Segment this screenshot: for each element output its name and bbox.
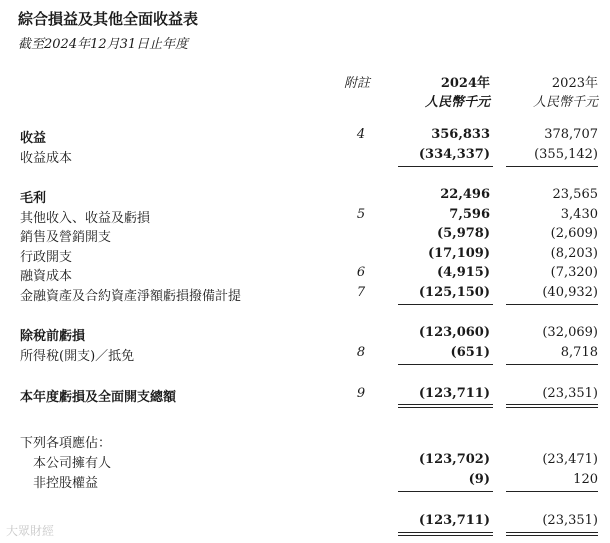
row-value-2024: (123,060) (418, 325, 490, 340)
row-note: 8 (356, 345, 366, 360)
row-label: 收益 (20, 131, 47, 146)
unit-2024-header: 人民幣千元 (424, 95, 490, 110)
total-rule (398, 404, 493, 405)
row-value-2023: 120 (573, 472, 598, 487)
statement-subtitle: 截至2024年12月31日止年度 (18, 37, 189, 52)
row-value-2023: (40,932) (542, 285, 598, 300)
total-rule (398, 535, 493, 536)
unit-2023-header: 人民幣千元 (532, 95, 598, 110)
row-value-2024: (4,915) (436, 265, 490, 280)
row-label: 下列各項應佔： (20, 436, 112, 451)
row-note: 4 (356, 127, 366, 142)
row-value-2024: (9) (468, 472, 490, 487)
row-label: 除稅前虧損 (20, 329, 86, 344)
row-value-2024: 356,833 (431, 127, 490, 142)
row-label: 收益成本 (20, 151, 73, 166)
row-label: 本年度虧損及全面開支總額 (20, 390, 177, 405)
row-value-2024: (17,109) (427, 246, 490, 261)
row-value-2023: 378,707 (544, 127, 598, 142)
row-value-2024: 22,496 (440, 187, 490, 202)
subtotal-rule (506, 304, 598, 305)
total-rule (506, 532, 598, 533)
row-value-2023: (355,142) (534, 147, 598, 162)
row-value-2023: 3,430 (560, 207, 598, 222)
subtotal-rule (506, 166, 598, 167)
row-label: 融資成本 (20, 269, 73, 284)
row-label: 金融資產及合約資產淨額虧損撥備計提 (20, 289, 242, 304)
row-value-2024: (125,150) (418, 285, 490, 300)
row-value-2023: (7,320) (550, 265, 598, 280)
row-value-2024: (123,711) (418, 513, 490, 528)
row-value-2023: (8,203) (550, 246, 598, 261)
watermark: 大眾財經 (6, 524, 55, 538)
statement-title: 綜合損益及其他全面收益表 (18, 10, 199, 28)
row-value-2023: 23,565 (552, 187, 598, 202)
subtotal-rule (398, 364, 493, 365)
subtotal-rule (398, 491, 493, 492)
row-value-2024: (123,702) (418, 452, 490, 467)
row-label: 本公司擁有人 (33, 456, 112, 471)
total-rule (506, 404, 598, 405)
row-label: 行政開支 (20, 250, 73, 265)
total-rule (398, 532, 493, 533)
row-value-2024: (5,978) (436, 226, 490, 241)
row-note: 7 (356, 285, 366, 300)
subtotal-rule (506, 364, 598, 365)
row-label: 所得稅(開支)／抵免 (20, 349, 135, 364)
row-value-2024: (123,711) (418, 386, 490, 401)
row-value-2023: (23,351) (542, 386, 598, 401)
row-value-2024: (334,337) (418, 147, 490, 162)
row-note: 5 (356, 207, 366, 222)
row-value-2023: (23,351) (542, 513, 598, 528)
row-note: 6 (356, 265, 366, 280)
subtotal-rule (398, 166, 493, 167)
row-value-2023: (23,471) (542, 452, 598, 467)
total-rule (398, 407, 493, 408)
subtotal-rule (506, 491, 598, 492)
row-label: 銷售及營銷開支 (20, 230, 112, 245)
row-label: 毛利 (20, 191, 47, 206)
row-label: 其他收入、收益及虧損 (20, 211, 151, 226)
row-value-2023: (32,069) (542, 325, 598, 340)
row-value-2024: (651) (450, 345, 490, 360)
row-note: 9 (356, 386, 366, 401)
note-column-header: 附註 (344, 76, 371, 91)
subtotal-rule (398, 304, 493, 305)
total-rule (506, 407, 598, 408)
row-value-2023: 8,718 (560, 345, 598, 360)
year-2024-header: 2024年 (440, 76, 490, 91)
row-value-2024: 7,596 (449, 207, 490, 222)
total-rule (506, 535, 598, 536)
row-value-2023: (2,609) (550, 226, 598, 241)
row-label: 非控股權益 (33, 476, 99, 491)
year-2023-header: 2023年 (551, 76, 598, 91)
